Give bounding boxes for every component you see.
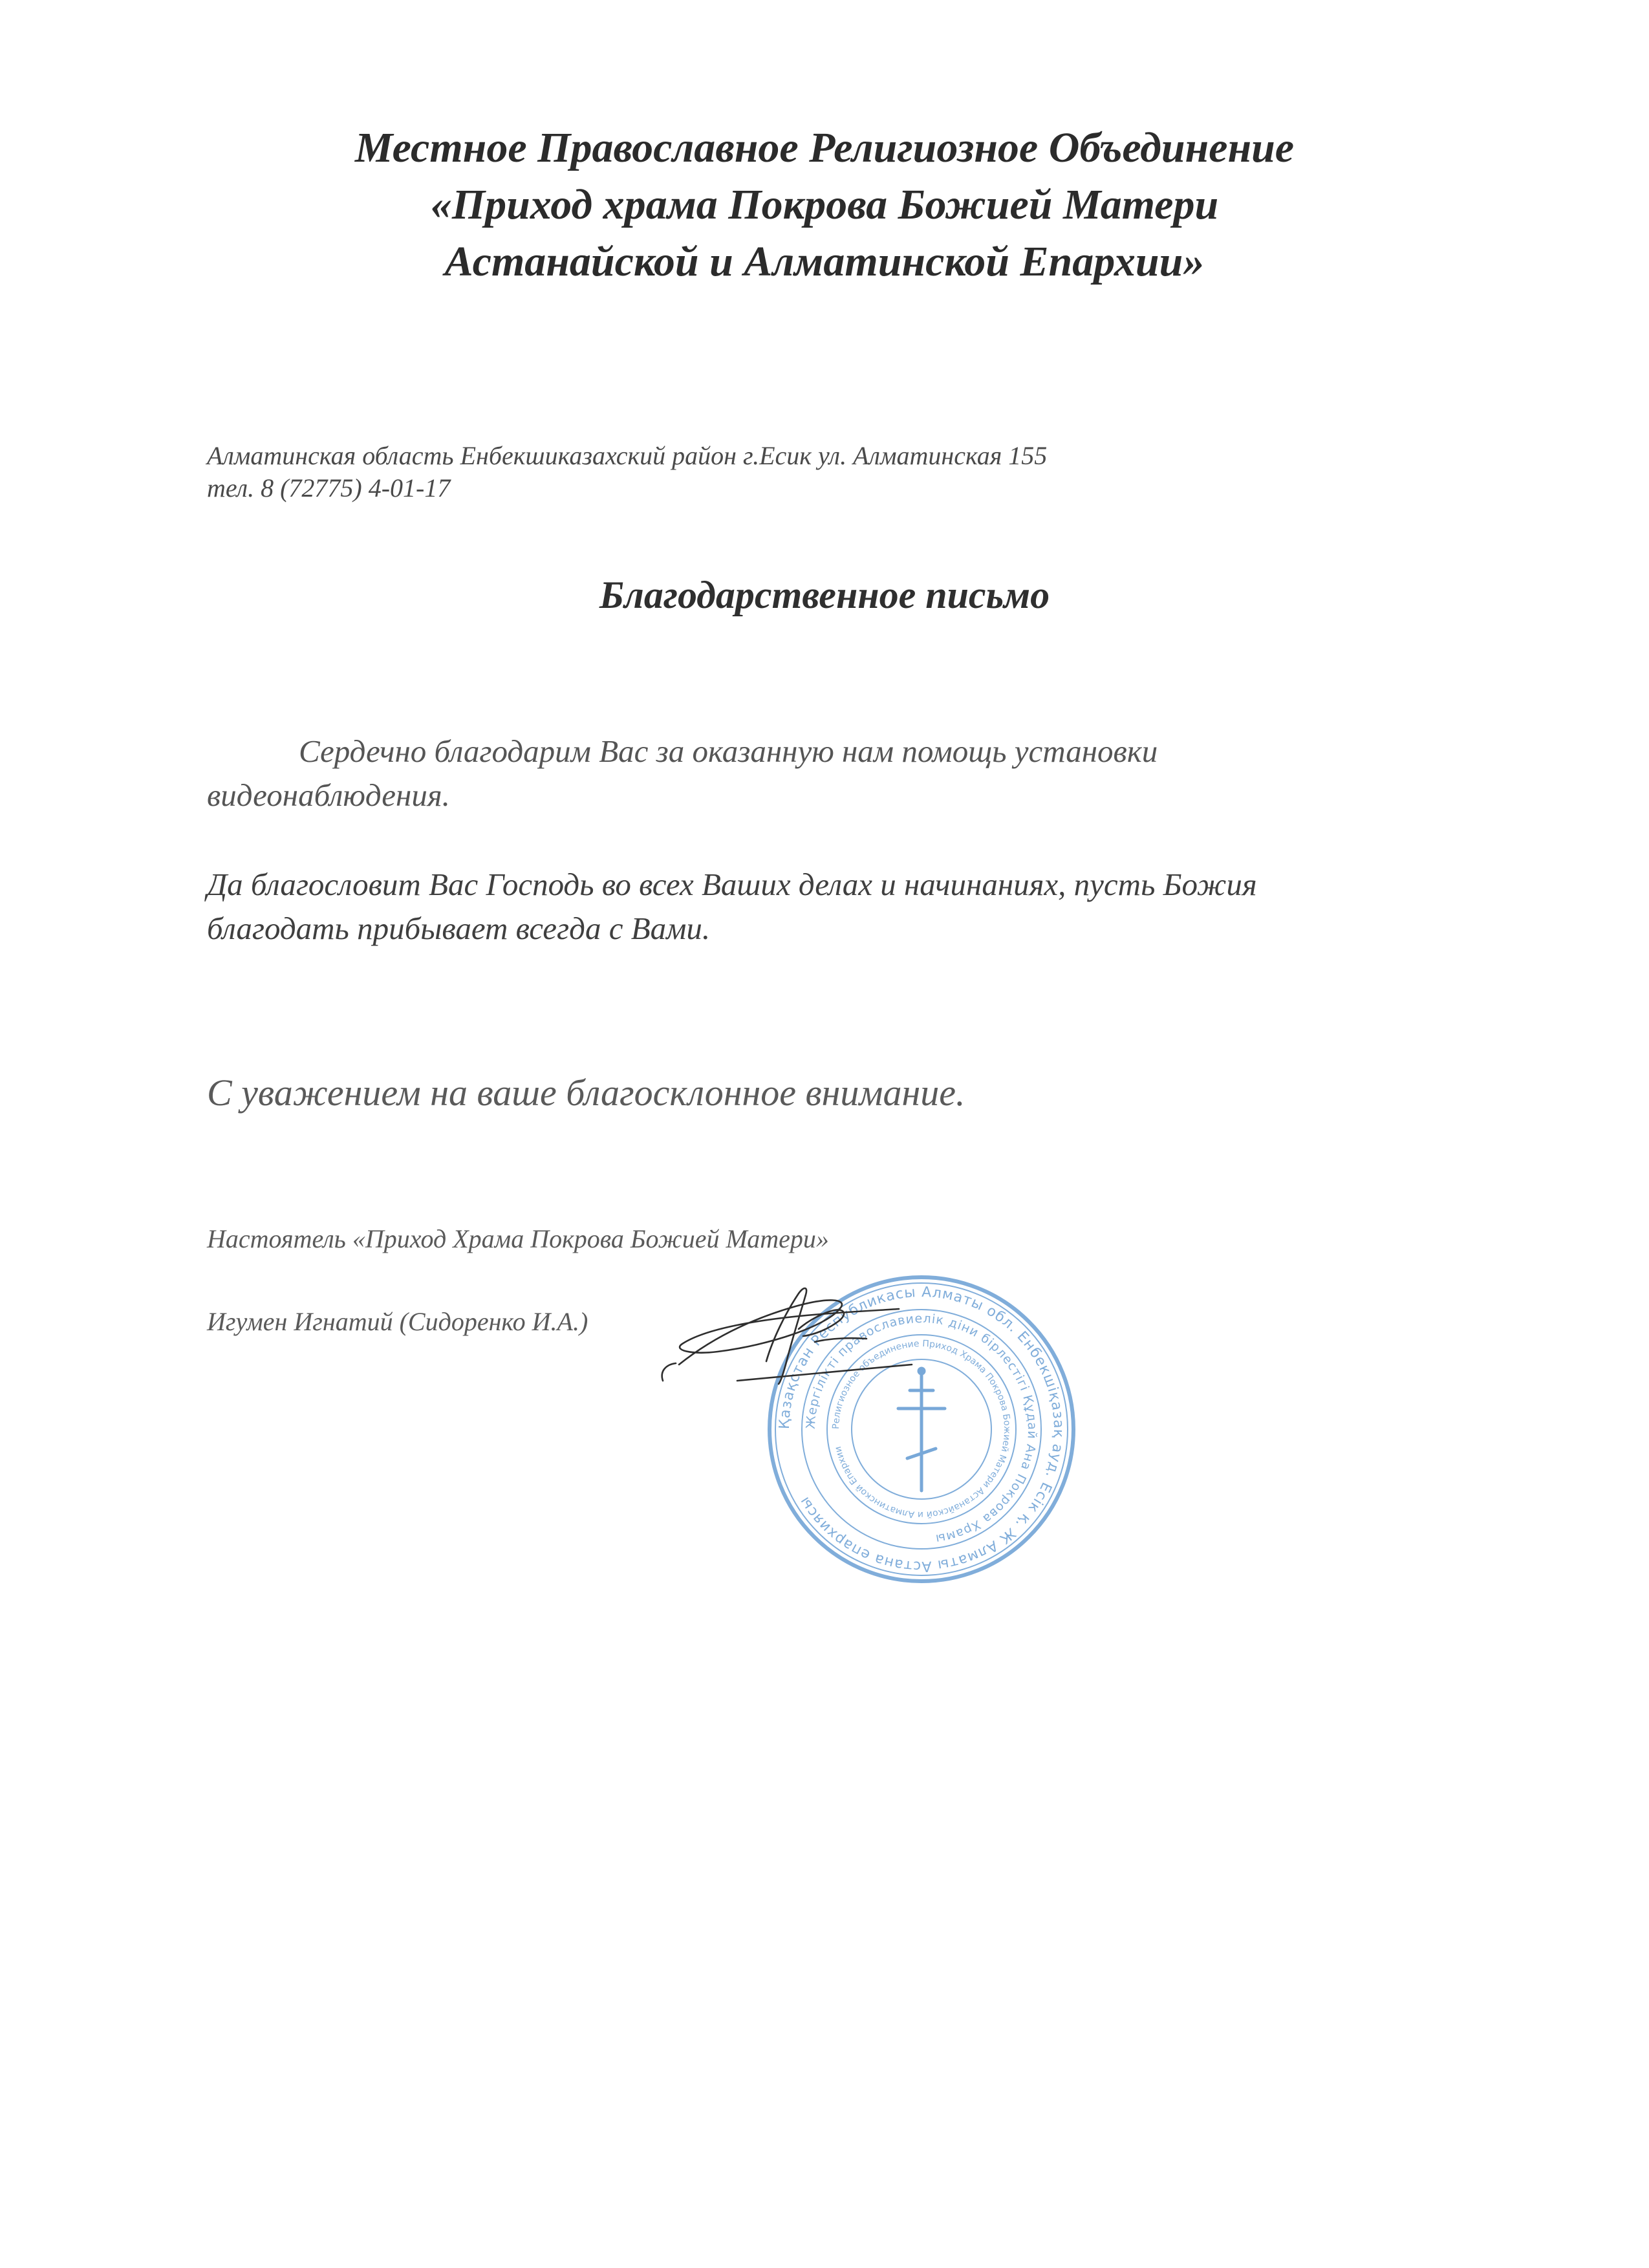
closing-regards: С уважением на ваше благосклонное внимание. bbox=[207, 1072, 965, 1114]
header-line-1: Местное Православное Религиозное Объединение bbox=[354, 124, 1295, 171]
rector-title: Настоятель «Приход Храма Покрова Божией Матери» bbox=[207, 1224, 829, 1253]
blessing-paragraph bbox=[207, 863, 1513, 951]
address-line: Алматинская область Енбекшиказахский район г.Есик ул. Алматинская 155 bbox=[207, 441, 1048, 470]
address-block bbox=[207, 440, 1047, 504]
signer-name: Игумен Игнатий (Сидоренко И.А.) bbox=[207, 1307, 588, 1336]
gratitude-line-2: видеонаблюдения. bbox=[207, 777, 450, 813]
blessing-line-1: Да благословит Вас Господь во всех Ваших делах и начинаниях, пусть Божия bbox=[207, 867, 1257, 902]
phone-line: тел. 8 (72775) 4-01-17 bbox=[207, 473, 451, 502]
blessing-line-2: благодать прибывает всегда с Вами. bbox=[207, 911, 711, 946]
seal-outer-text: Қазақстан Республикасы Алматы обл. Енбекшіқазақ ауд. Есік қ. Ж Алматы Астана епархиясы bbox=[776, 1284, 1067, 1575]
organization-header bbox=[0, 120, 1649, 290]
handwritten-signature bbox=[653, 1268, 925, 1397]
header-line-3: Астанайской и Алматинской Епархии» bbox=[444, 238, 1205, 285]
document-title: Благодарственное письмо bbox=[599, 574, 1050, 616]
header-line-2: «Приход храма Покрова Божией Матери bbox=[430, 181, 1219, 228]
gratitude-line-1: Сердечно благодарим Вас за оказанную нам помощь установки bbox=[299, 733, 1158, 769]
gratitude-paragraph bbox=[207, 729, 1436, 817]
seal-middle-text: Жергілікті православиелік діни бірлестігі Құдай Ана Покрова Храмы bbox=[803, 1311, 1040, 1546]
seal-inner-text: Религиозное объединение Приход Храма Покрова Божией Матери Астанайской и Алматинской Епархии bbox=[830, 1338, 1013, 1520]
